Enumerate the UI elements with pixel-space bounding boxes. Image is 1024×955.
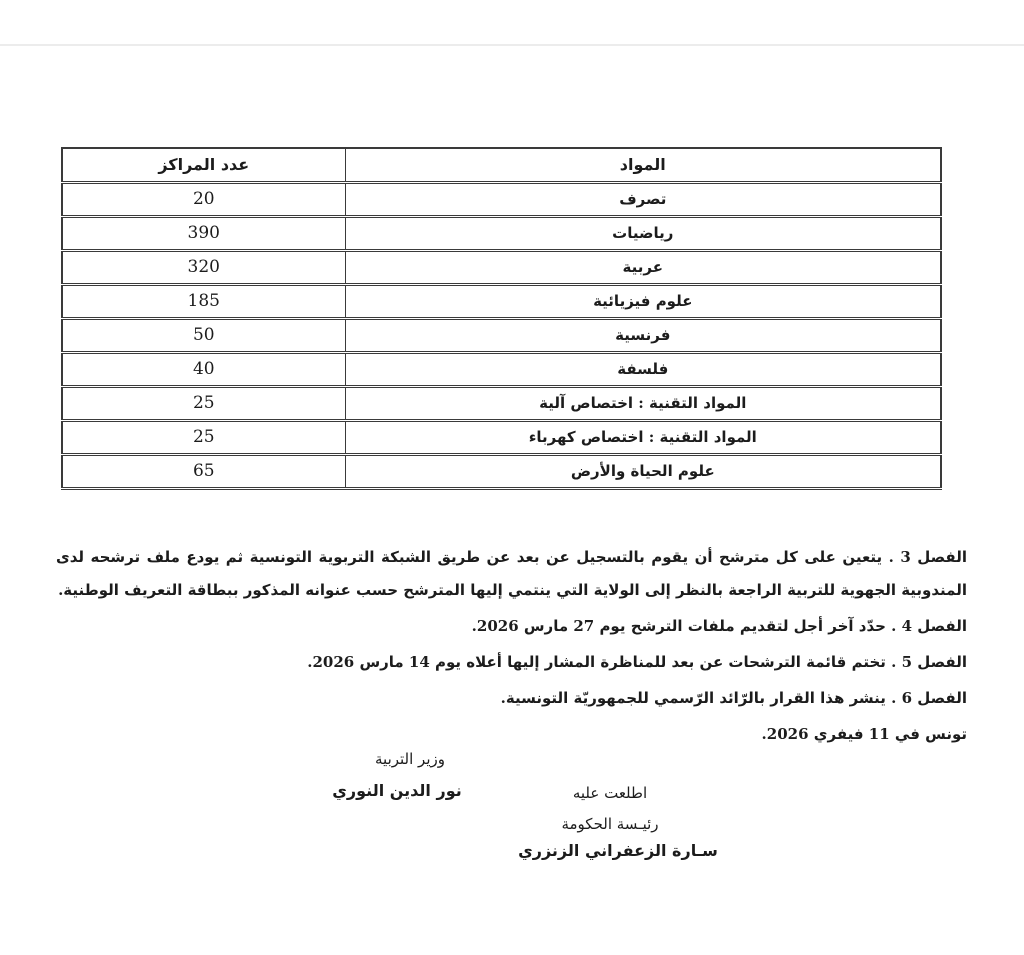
table-cell-count: 390 [62,216,345,250]
table-row [62,182,941,216]
head-of-government-title: رئيـسة الحكومة [561,815,659,833]
column-header-positions: عدد المراكز [62,148,345,182]
article-6: الفصل 6 . ينشر هذا القرار بالرّائد الرّسمي للجمهوريّة التونسية. [500,689,967,707]
table-cell-subject: تصرف [345,182,941,216]
table-cell-subject: فلسفة [345,352,941,386]
articles-block [56,541,967,754]
table-cell-count: 25 [62,386,345,420]
head-of-government-name: سـارة الزعفراني الزنزري [518,841,718,860]
column-header-subjects: المواد [345,148,941,182]
table-row [62,284,941,318]
table-cell-subject: علوم الحياة والأرض [345,454,941,488]
table-cell-count: 320 [62,250,345,284]
table-row [62,454,941,488]
table-row [62,420,941,454]
article-3: الفصل 3 . يتعين على كل مترشح أن يقوم بالتسجيل عن بعد عن طريق الشبكة التربوية التونسية ثم يودع ملف ترشحه لدى المندوبية الجهوية للتربية الراجعة بالنظر إلى الولاية التي ينتمي إليها المترشح حسب عنوانه المذكور ببطاقة التعريف الوطنية. [56,548,968,599]
seen-by-label: اطلعت عليه [572,784,648,802]
table-cell-subject: عربية [345,250,941,284]
table-header-row [62,148,941,182]
table-cell-subject: رياضيات [345,216,941,250]
positions-table [61,147,942,490]
table-cell-count: 65 [62,454,345,488]
date-line: تونس في 11 فيفري 2026. [761,725,967,743]
minister-name: نور الدين النوري [332,781,462,800]
table-cell-subject: علوم فيزيائية [345,284,941,318]
table-cell-count: 25 [62,420,345,454]
table-cell-subject: المواد التقنية : اختصاص كهرباء [345,420,941,454]
table-row [62,352,941,386]
table-cell-count: 20 [62,182,345,216]
table-cell-count: 185 [62,284,345,318]
table-row [62,386,941,420]
table-row [62,250,941,284]
table-cell-subject: المواد التقنية : اختصاص آلية [345,386,941,420]
page-edge-divider [0,44,1024,46]
article-4: الفصل 4 . حدّد آخر أجل لتقديم ملفات الترشح يوم 27 مارس 2026. [471,617,967,635]
article-5: الفصل 5 . تختم قائمة الترشحات عن بعد للمناظرة المشار إليها أعلاه يوم 14 مارس 2026. [307,653,967,671]
table-cell-count: 50 [62,318,345,352]
table-row [62,216,941,250]
table-cell-subject: فرنسية [345,318,941,352]
table-row [62,318,941,352]
table-cell-count: 40 [62,352,345,386]
minister-title: وزير التربية [375,750,445,768]
